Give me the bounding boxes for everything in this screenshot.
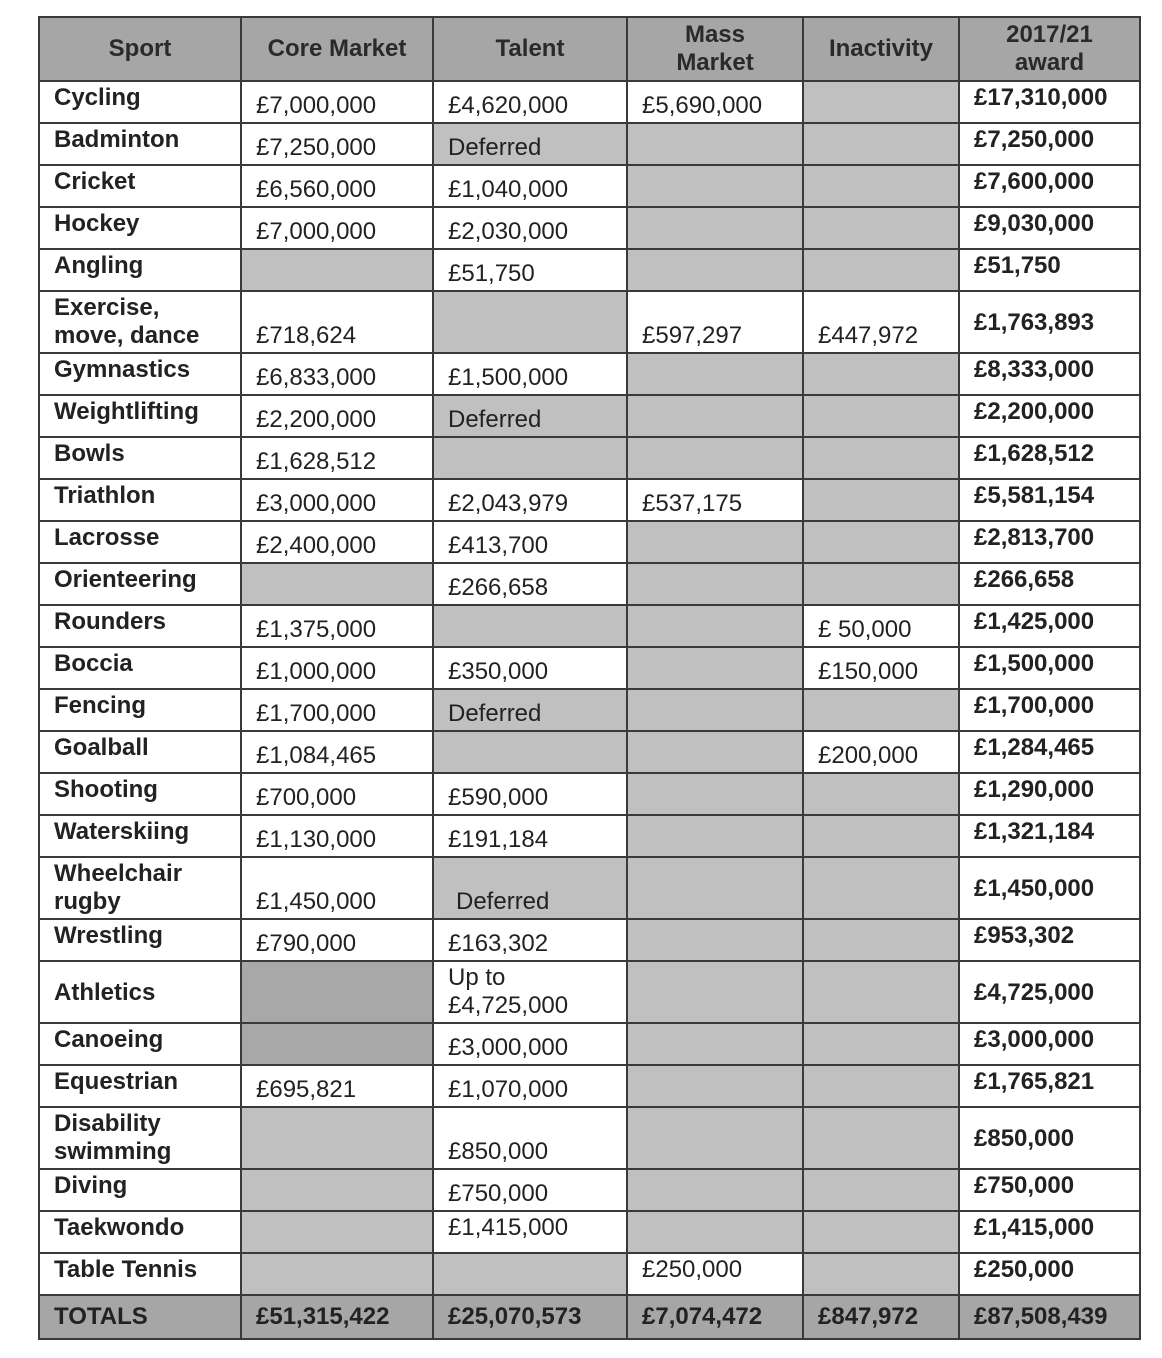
table-row: [39, 1253, 1140, 1295]
award-cell: £1,450,000: [959, 857, 1140, 919]
mass-market-cell: £537,175: [627, 479, 803, 521]
table-row: [39, 961, 1140, 1023]
mass-market-cell: [627, 165, 803, 207]
award-cell: £1,284,465: [959, 731, 1140, 773]
table-row: [39, 521, 1140, 563]
talent-cell: [433, 437, 627, 479]
core-market-cell: £2,400,000: [241, 521, 433, 563]
talent-cell: Deferred: [433, 123, 627, 165]
inactivity-cell: £200,000: [803, 731, 959, 773]
core-market-cell: £1,084,465: [241, 731, 433, 773]
header-sport: Sport: [39, 17, 241, 81]
talent-cell: £51,750: [433, 249, 627, 291]
award-cell: £1,628,512: [959, 437, 1140, 479]
core-market-cell: £1,000,000: [241, 647, 433, 689]
header-inactivity: Inactivity: [803, 17, 959, 81]
core-market-cell: £1,700,000: [241, 689, 433, 731]
award-cell: £1,500,000: [959, 647, 1140, 689]
funding-table: [38, 16, 1141, 1340]
table-row: [39, 437, 1140, 479]
talent-cell: £850,000: [433, 1107, 627, 1169]
sport-name: Shooting: [39, 773, 241, 815]
inactivity-cell: [803, 395, 959, 437]
mass-market-cell: [627, 773, 803, 815]
award-cell: £750,000: [959, 1169, 1140, 1211]
inactivity-cell: [803, 773, 959, 815]
table-row: [39, 123, 1140, 165]
talent-cell: £750,000: [433, 1169, 627, 1211]
talent-cell: Up to £4,725,000: [433, 961, 627, 1023]
mass-market-cell: [627, 207, 803, 249]
sport-name: Fencing: [39, 689, 241, 731]
award-cell: £1,290,000: [959, 773, 1140, 815]
core-market-cell: £790,000: [241, 919, 433, 961]
core-market-cell: £718,624: [241, 291, 433, 353]
inactivity-cell: [803, 165, 959, 207]
inactivity-cell: £447,972: [803, 291, 959, 353]
mass-market-cell: [627, 1211, 803, 1253]
talent-cell: £3,000,000: [433, 1023, 627, 1065]
table-row: [39, 249, 1140, 291]
table-row: [39, 773, 1140, 815]
core-market-cell: £7,000,000: [241, 81, 433, 123]
sport-name: Taekwondo: [39, 1211, 241, 1253]
talent-cell: Deferred: [433, 857, 627, 919]
table-row: [39, 563, 1140, 605]
award-cell: £51,750: [959, 249, 1140, 291]
mass-market-cell: £597,297: [627, 291, 803, 353]
sport-name: Gymnastics: [39, 353, 241, 395]
mass-market-cell: [627, 1065, 803, 1107]
talent-cell: [433, 605, 627, 647]
talent-cell: £2,030,000: [433, 207, 627, 249]
mass-market-cell: [627, 857, 803, 919]
sport-name: Bowls: [39, 437, 241, 479]
table-row: [39, 1107, 1140, 1169]
mass-market-cell: [627, 605, 803, 647]
talent-cell: £1,500,000: [433, 353, 627, 395]
mass-market-cell: [627, 815, 803, 857]
sport-name: Rounders: [39, 605, 241, 647]
sport-name: Weightlifting: [39, 395, 241, 437]
table-row: [39, 479, 1140, 521]
mass-market-cell: [627, 249, 803, 291]
mass-market-cell: [627, 437, 803, 479]
talent-cell: £350,000: [433, 647, 627, 689]
sport-name: Triathlon: [39, 479, 241, 521]
award-cell: £1,765,821: [959, 1065, 1140, 1107]
talent-cell: £2,043,979: [433, 479, 627, 521]
award-cell: £1,415,000: [959, 1211, 1140, 1253]
inactivity-cell: [803, 1023, 959, 1065]
award-cell: £4,725,000: [959, 961, 1140, 1023]
sport-name: Table Tennis: [39, 1253, 241, 1295]
inactivity-cell: [803, 961, 959, 1023]
core-market-cell: [241, 1253, 433, 1295]
table-row: [39, 353, 1140, 395]
award-cell: £250,000: [959, 1253, 1140, 1295]
talent-cell: £163,302: [433, 919, 627, 961]
talent-cell: [433, 1253, 627, 1295]
award-cell: £953,302: [959, 919, 1140, 961]
sport-name: Lacrosse: [39, 521, 241, 563]
table-row: [39, 815, 1140, 857]
table-row: [39, 395, 1140, 437]
sport-name: Exercise, move, dance: [39, 291, 241, 353]
talent-cell: £1,415,000: [433, 1211, 627, 1253]
inactivity-cell: [803, 1169, 959, 1211]
inactivity-cell: [803, 1107, 959, 1169]
table-row: [39, 81, 1140, 123]
mass-market-cell: [627, 353, 803, 395]
total-talent: £25,070,573: [433, 1295, 627, 1339]
table-row: [39, 165, 1140, 207]
inactivity-cell: [803, 249, 959, 291]
table-row: [39, 605, 1140, 647]
core-market-cell: £7,000,000: [241, 207, 433, 249]
sport-name: Cycling: [39, 81, 241, 123]
inactivity-cell: [803, 815, 959, 857]
sport-name: Wheelchair rugby: [39, 857, 241, 919]
core-market-cell: [241, 1211, 433, 1253]
funding-table-container: [38, 16, 1141, 1340]
total-core-market: £51,315,422: [241, 1295, 433, 1339]
talent-cell: £1,040,000: [433, 165, 627, 207]
award-cell: £9,030,000: [959, 207, 1140, 249]
talent-cell: Deferred: [433, 689, 627, 731]
mass-market-cell: [627, 395, 803, 437]
core-market-cell: £6,560,000: [241, 165, 433, 207]
award-cell: £1,321,184: [959, 815, 1140, 857]
table-row: [39, 291, 1140, 353]
inactivity-cell: [803, 479, 959, 521]
mass-market-cell: [627, 1107, 803, 1169]
table-row: [39, 857, 1140, 919]
award-cell: £7,600,000: [959, 165, 1140, 207]
sport-name: Orienteering: [39, 563, 241, 605]
sport-name: Badminton: [39, 123, 241, 165]
mass-market-cell: [627, 1023, 803, 1065]
core-market-cell: £1,375,000: [241, 605, 433, 647]
header-talent: Talent: [433, 17, 627, 81]
award-cell: £266,658: [959, 563, 1140, 605]
award-cell: £8,333,000: [959, 353, 1140, 395]
core-market-cell: £7,250,000: [241, 123, 433, 165]
sport-name: Wrestling: [39, 919, 241, 961]
inactivity-cell: £ 50,000: [803, 605, 959, 647]
mass-market-cell: [627, 123, 803, 165]
core-market-cell: £6,833,000: [241, 353, 433, 395]
mass-market-cell: [627, 563, 803, 605]
header-mass-market: Mass Market: [627, 17, 803, 81]
mass-market-cell: £250,000: [627, 1253, 803, 1295]
sport-name: Goalball: [39, 731, 241, 773]
table-row: [39, 1023, 1140, 1065]
inactivity-cell: [803, 857, 959, 919]
talent-cell: £590,000: [433, 773, 627, 815]
talent-cell: £1,070,000: [433, 1065, 627, 1107]
inactivity-cell: [803, 563, 959, 605]
sport-name: Waterskiing: [39, 815, 241, 857]
sport-name: Angling: [39, 249, 241, 291]
core-market-cell: £1,130,000: [241, 815, 433, 857]
core-market-cell: [241, 563, 433, 605]
mass-market-cell: [627, 1169, 803, 1211]
mass-market-cell: [627, 961, 803, 1023]
table-row: [39, 1211, 1140, 1253]
core-market-cell: £1,450,000: [241, 857, 433, 919]
inactivity-cell: [803, 437, 959, 479]
talent-cell: £4,620,000: [433, 81, 627, 123]
header-core-market: Core Market: [241, 17, 433, 81]
award-cell: £1,763,893: [959, 291, 1140, 353]
table-row: [39, 731, 1140, 773]
inactivity-cell: [803, 207, 959, 249]
talent-cell: £266,658: [433, 563, 627, 605]
award-cell: £1,425,000: [959, 605, 1140, 647]
inactivity-cell: [803, 1211, 959, 1253]
sport-name: Canoeing: [39, 1023, 241, 1065]
totals-label: TOTALS: [39, 1295, 241, 1339]
sport-name: Boccia: [39, 647, 241, 689]
core-market-cell: £695,821: [241, 1065, 433, 1107]
total-inactivity: £847,972: [803, 1295, 959, 1339]
core-market-cell: [241, 249, 433, 291]
award-cell: £5,581,154: [959, 479, 1140, 521]
inactivity-cell: [803, 521, 959, 563]
award-cell: £3,000,000: [959, 1023, 1140, 1065]
sport-name: Equestrian: [39, 1065, 241, 1107]
core-market-cell: [241, 961, 433, 1023]
award-cell: £850,000: [959, 1107, 1140, 1169]
talent-cell: £191,184: [433, 815, 627, 857]
mass-market-cell: [627, 919, 803, 961]
mass-market-cell: [627, 647, 803, 689]
talent-cell: Deferred: [433, 395, 627, 437]
core-market-cell: £2,200,000: [241, 395, 433, 437]
header-row: [39, 17, 1140, 81]
inactivity-cell: [803, 353, 959, 395]
sport-name: Hockey: [39, 207, 241, 249]
mass-market-cell: [627, 731, 803, 773]
total-mass-market: £7,074,472: [627, 1295, 803, 1339]
table-row: [39, 689, 1140, 731]
inactivity-cell: £150,000: [803, 647, 959, 689]
total-award: £87,508,439: [959, 1295, 1140, 1339]
header-award: 2017/21 award: [959, 17, 1140, 81]
core-market-cell: [241, 1107, 433, 1169]
sport-name: Disability swimming: [39, 1107, 241, 1169]
core-market-cell: £700,000: [241, 773, 433, 815]
talent-cell: £413,700: [433, 521, 627, 563]
core-market-cell: £3,000,000: [241, 479, 433, 521]
inactivity-cell: [803, 81, 959, 123]
award-cell: £1,700,000: [959, 689, 1140, 731]
award-cell: £7,250,000: [959, 123, 1140, 165]
talent-cell: [433, 731, 627, 773]
table-row: [39, 647, 1140, 689]
inactivity-cell: [803, 919, 959, 961]
sport-name: Cricket: [39, 165, 241, 207]
award-cell: £2,813,700: [959, 521, 1140, 563]
inactivity-cell: [803, 1253, 959, 1295]
inactivity-cell: [803, 1065, 959, 1107]
sport-name: Diving: [39, 1169, 241, 1211]
award-cell: £2,200,000: [959, 395, 1140, 437]
sport-name: Athletics: [39, 961, 241, 1023]
core-market-cell: £1,628,512: [241, 437, 433, 479]
inactivity-cell: [803, 123, 959, 165]
table-row: [39, 919, 1140, 961]
table-row: [39, 1169, 1140, 1211]
mass-market-cell: [627, 689, 803, 731]
talent-cell: [433, 291, 627, 353]
totals-row: [39, 1295, 1140, 1339]
mass-market-cell: £5,690,000: [627, 81, 803, 123]
mass-market-cell: [627, 521, 803, 563]
award-cell: £17,310,000: [959, 81, 1140, 123]
table-row: [39, 207, 1140, 249]
core-market-cell: [241, 1169, 433, 1211]
inactivity-cell: [803, 689, 959, 731]
table-row: [39, 1065, 1140, 1107]
core-market-cell: [241, 1023, 433, 1065]
